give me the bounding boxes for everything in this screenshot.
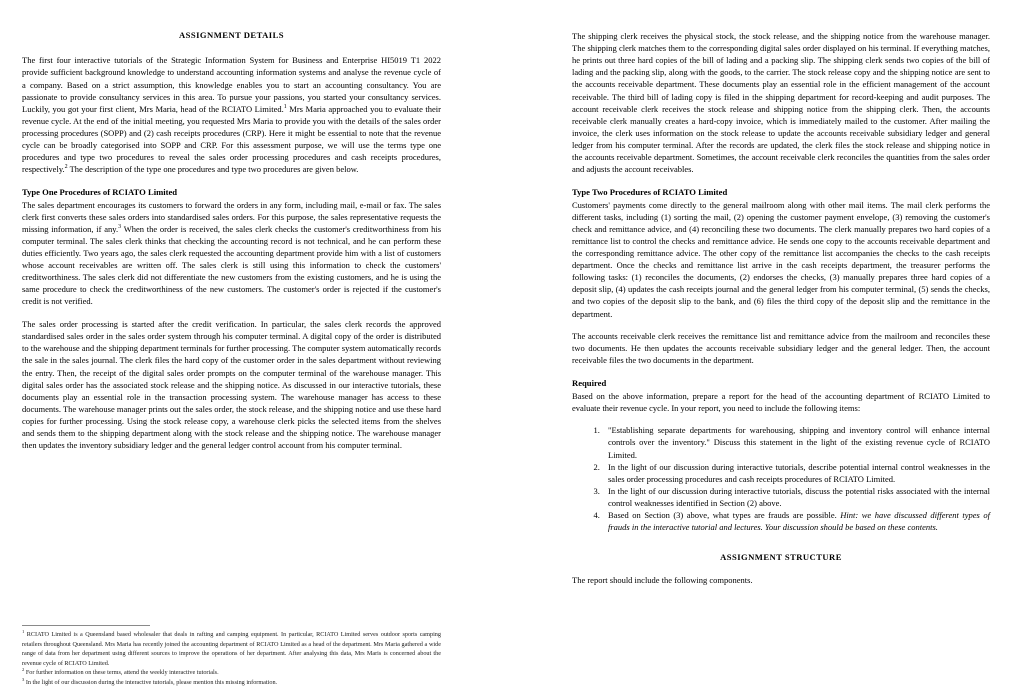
required-item-text: Based on Section (3) above, what types are frauds are possible. bbox=[608, 510, 841, 521]
footnote-number: 3 bbox=[22, 676, 25, 682]
type-two-procedures-heading: Type Two Procedures of RCIATO Limited bbox=[572, 186, 728, 197]
sales-order-processing-paragraph: The sales order processing is started after the credit verification. In particular, the sales clerk records the approved standardised sales order in the sales order system through his computer terminal. A digital copy of the order is distributed to the warehouse and the shipping department terminals for further processing. The computer system automatically records the sale in the sales journal. The clerk files the hard copy of the customer order in the sales department without reviewing the entry. Then, the receipt of the digital sales order prompts on the computer terminal of the warehouse manager. This digital sales order has the associated stock release and the shipping notice. As discussed in our interactive tutorials, these documents play an essential role in the transaction processing system. The warehouse manager has access to these documents. The warehouse manager prints out the sales order, the stock release, and the shipping notice and use these hard copies for further processing. Using the stock release copy, a warehouse clerk picks the selected items from the shelves and sends them to the shipping department along with the stock release and the shipping notice. The warehouse manager then updates the inventory subsidiary ledger and the general ledger control account from his computer terminal. bbox=[22, 319, 441, 451]
footnote-separator-rule bbox=[22, 625, 150, 626]
footnote-number: 1 bbox=[22, 629, 25, 635]
type-one-paragraph-part-a: The sales department encourages its customers to forward the orders in any form, including mail, e-mail or fax. The sales clerk first converts these sales orders into standardised sales orders. For this purpose, the sales representative requests the missing information, if any. bbox=[22, 199, 441, 234]
required-heading: Required bbox=[572, 377, 607, 388]
intro-paragraph-part-c: The description of the type one procedures and type two procedures are given below. bbox=[67, 164, 359, 175]
accounts-receivable-paragraph: The accounts receivable clerk receives the remittance list and remittance advice from the mailroom and reconciles these two documents. He then updates the accounts receivable subsidiary ledger and the general ledger. Then, the account receivable files the two documents in the department. bbox=[572, 331, 990, 366]
type-one-paragraph-part-b: When the order is received, the sales clerk checks the customer's creditworthiness from his computer terminal. The sales clerk thinks that checking the accounting record is not technical, and he can perform these duties efficiently. Two years ago, the sales clerk requested the accounting department provide him with a list of customers whose account receivables are written off. The sales clerk is still using this information to check the customers' creditworthiness. The sales clerk did not differentiate the new customers from the existing customers, and he is using the same procedure to check the creditworthiness of the new customers. The customer's order is rejected if the customer's credit is not verified. bbox=[22, 223, 441, 307]
footnotes-block bbox=[22, 625, 441, 687]
intro-paragraph-part-a: The first four interactive tutorials of the Strategic Information System for Business and Enterprise HI5019 T1 2022 provide sufficient background knowledge to understand accounting information systems and analyse the revenue cycle of a company. Based on a strict assumption, this knowledge enables you to start an accounting consultancy. You are passionate to provide consultancy services in this area. To pursue your passions, you started your consultancy services. Luckily, you got your first client, Mrs Maria, head of the RCIATO Limited. bbox=[22, 55, 441, 114]
intro-paragraph-part-b: Mrs Maria approached you to evaluate their revenue cycle. At the end of the initial meeting, you requested Mrs Maria to provide you with the details of the sales order processing procedures (SOPP) and (2) cash receipts procedures (CRP). Here it might be essential to note that the revenue cycle can be broadly categorised into SOPP and CRP. For this assessment purpose, we will use the terms type one procedures and type two procedures to reveal the sales order processing procedures and cash receipts procedures, respectively. bbox=[22, 103, 441, 175]
intro-paragraph bbox=[22, 54, 441, 175]
required-items-list bbox=[572, 424, 990, 533]
footnote-number: 2 bbox=[22, 667, 25, 673]
required-list-item bbox=[602, 509, 990, 533]
required-item-text: "Establishing separate departments for warehousing, shipping and inventory control will enhance internal controls over the inventory." Discuss this statement in the light of the existing revenue cycle of RCIATO Limited. bbox=[608, 425, 990, 460]
footnote-text: RCIATO Limited is a Queensland based wholesaler that deals in rafting and camping equipment. In particular, RCIATO Limited serves outdoor sports camping retailers throughout Queensland. Mrs Maria has recently joined the accounting department of RCIATO Limited as a head of the department. Mrs Maria gathered a wide range of data from her department using different sources to improve the operations of her department. After analysing this data, Mrs Maris is concerned about the revenue cycle of RCIATO Limited. bbox=[22, 631, 441, 667]
required-item-hint: Hint: we have discussed different types of frauds in the interactive tutorial and lectures. Your discussion should be based on these contents. bbox=[608, 510, 991, 533]
footnote-item bbox=[22, 668, 441, 677]
footnote-ref-1: 1 bbox=[283, 103, 287, 110]
right-page-column bbox=[512, 0, 1024, 697]
footnote-text: In the light of our discussion during the interactive tutorials, please mention this missing information. bbox=[25, 678, 278, 686]
footnote-item bbox=[22, 630, 441, 668]
footnote-text: For further information on these terms, attend the weekly interactive tutorials. bbox=[25, 669, 219, 677]
assignment-details-heading: ASSIGNMENT DETAILS bbox=[179, 30, 284, 40]
required-list-item bbox=[602, 424, 990, 460]
structure-intro-paragraph: The report should include the following components. bbox=[572, 574, 753, 585]
required-item-text: In the light of our discussion during interactive tutorials, discuss the potential risks associated with the internal control weaknesses identified in Section (2) above. bbox=[608, 485, 990, 509]
required-intro-paragraph: Based on the above information, prepare a report for the head of the accounting department of RCIATO Limited to evaluate their revenue cycle. In your report, you need to include the following items: bbox=[572, 390, 990, 413]
footnote-item bbox=[22, 678, 441, 687]
type-two-paragraph: Customers' payments come directly to the general mailroom along with other mail items. The mail clerk performs the different tasks, including (1) sorting the mail, (2) opening the customer payment envelope, (3) removing the customer's check and remittance advice, and (4) reconciling these two documents. The clerk manually prepares two hard copies of a remittance list to control the checks and remittance advice. He sends one copy to the accounts receivable department and the corresponding remittance advice. The other copy of the remittance list accompanies the checks to the cash receipts department. Once the checks and remittance list arrive in the cash receipts department, the treasurer performs the following tasks: (1) reconciles the documents, (2) endorses the checks, (3) manually prepares three hard copies of a deposit slip, (4) updates the cash receipts journal and the general ledger from his computer terminal, (5) sends the checks, and two copies of the deposit slip to the bank, and (6) files the third copy of the deposit slip and the remittance in the department. bbox=[572, 199, 990, 319]
required-list-item bbox=[602, 485, 990, 509]
required-item-text: In the light of our discussion during interactive tutorials, describe potential internal control weaknesses in the sales order processing procedures and cash receipts procedures of RCIATO Limited. bbox=[608, 461, 990, 484]
assignment-structure-heading: ASSIGNMENT STRUCTURE bbox=[720, 552, 842, 563]
footnote-ref-3: 3 bbox=[118, 224, 122, 230]
footnote-ref-2: 2 bbox=[64, 164, 68, 171]
shipping-clerk-paragraph: The shipping clerk receives the physical stock, the stock release, and the shipping notice from the warehouse manager. The shipping clerk matches them to the corresponding digital sales order displayed on his terminal. If everything matches, he prints out three hard copies of the bill of lading and a packing slip. The shipping clerk sends two copies of the bill of lading and the packing slip, along with the goods, to the carrier. The stock release copy and the shipping notice are sent to the accounts receivable department. These documents play an essential role in the efficient management of the account receivable. The third bill of lading copy is filed in the shipping department for record-keeping and audit purposes. The account receivable clerk receives the stock release and shipping notice from the shipping clerk. Then, the accounts receivable clerk manually creates a hard-copy invoice, which is immediately mailed to the customer. After mailing the invoice, the clerk uses information on the stock release to update the accounts receivable subsidiary ledger and general ledger from his computer terminal. After the records are updated, the clerk files the stock release and shipping notice in the accounts receivable department. Sometimes, the account receivable clerk reconciles the quantities from the sales order and adjusts the account receivables. bbox=[572, 31, 990, 175]
type-one-paragraph bbox=[22, 199, 441, 308]
required-list-item bbox=[602, 461, 990, 485]
type-one-procedures-heading: Type One Procedures of RCIATO Limited bbox=[22, 186, 178, 197]
